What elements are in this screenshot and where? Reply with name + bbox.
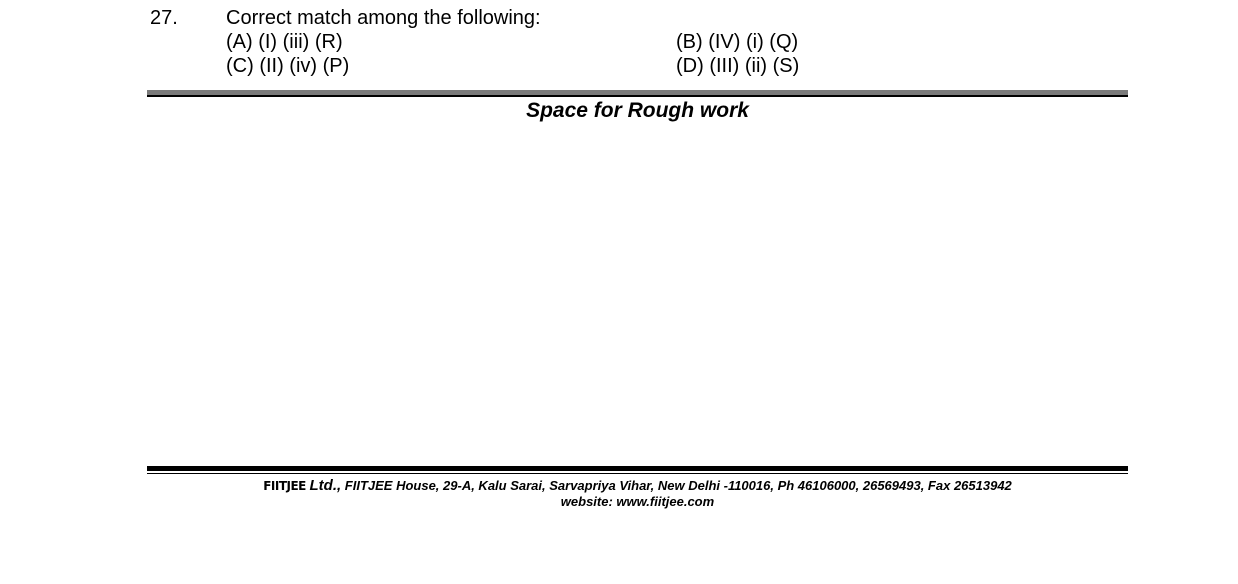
option-c: (C) (II) (iv) (P) <box>226 55 350 77</box>
footer-ltd: Ltd., <box>309 477 342 494</box>
divider-rule-bottom <box>147 466 1128 471</box>
footer-brand: FIITJEE <box>263 479 306 493</box>
rough-work-area <box>147 128 1128 464</box>
option-d: (D) (III) (ii) (S) <box>676 55 800 77</box>
divider-rule-top-underline <box>147 95 1128 97</box>
option-a: (A) (I) (iii) (R) <box>226 31 343 53</box>
rough-work-heading: Space for Rough work <box>526 99 749 122</box>
divider-rule-bottom-underline <box>147 473 1128 474</box>
footer-address-line <box>147 478 1128 494</box>
question-number: 27. <box>150 7 178 29</box>
page-footer <box>147 478 1128 509</box>
option-b: (B) (IV) (i) (Q) <box>676 31 799 53</box>
footer-address: FIITJEE House, 29-A, Kalu Sarai, Sarvapriya Vihar, New Delhi -110016, Ph 46106000, 26569493, Fax 26513942 <box>344 478 1012 493</box>
footer-website: website: www.fiitjee.com <box>560 494 715 509</box>
question-text: Correct match among the following: <box>226 7 541 29</box>
